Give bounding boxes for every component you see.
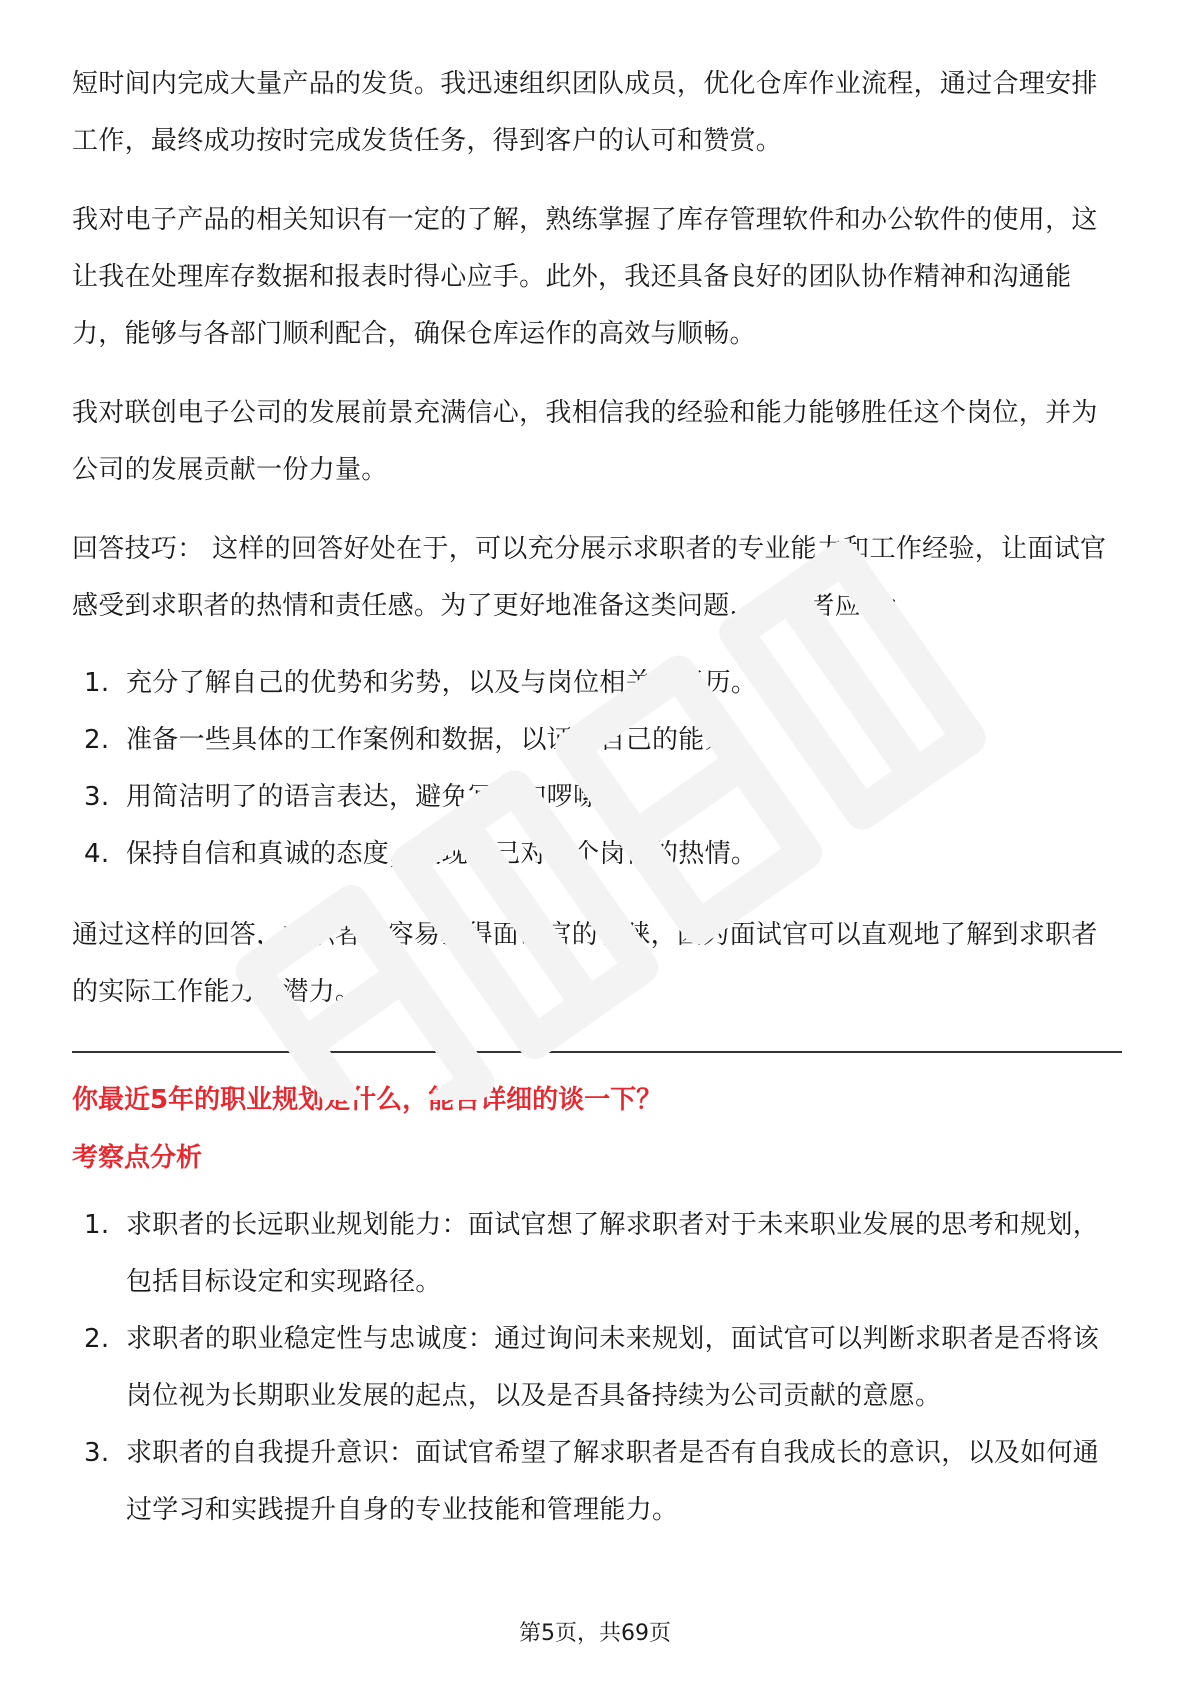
list-item-number: 2. xyxy=(84,1324,110,1354)
list-item xyxy=(72,1197,1122,1311)
list-item-text: 准备一些具体的工作案例和数据，以证明自己的能力。 xyxy=(126,725,758,755)
list-item-text: 保持自信和真诚的态度，展现自己对这个岗位的热情。 xyxy=(126,839,758,869)
tips-list xyxy=(72,655,1122,883)
question-heading: 你最近5年的职业规划是什么，能否详细的谈一下？ xyxy=(72,1085,663,1115)
list-item-number: 3. xyxy=(84,782,110,812)
section-divider xyxy=(72,1051,1122,1053)
analysis-list xyxy=(72,1197,1122,1539)
list-item-text: 用简洁明了的语言表达，避免冗长和啰嗦。 xyxy=(126,782,626,812)
paragraph-skills: 我对电子产品的相关知识有一定的了解，熟练掌握了库存管理软件和办公软件的使用，这让我在处理库存数据和报表时得心应手。此外，我还具备良好的团队协作精神和沟通能力，能够与各部门顺利配合，确保仓库运作的高效与顺畅。 xyxy=(72,205,1098,349)
paragraph-confidence: 我对联创电子公司的发展前景充满信心，我相信我的经验和能力能够胜任这个岗位，并为公司的发展贡献一份力量。 xyxy=(72,398,1098,485)
list-item-number: 2. xyxy=(84,725,110,755)
list-item-number: 1. xyxy=(84,668,110,698)
document-page xyxy=(72,56,1122,1563)
paragraph-shipping: 短时间内完成大量产品的发货。我迅速组织团队成员，优化仓库作业流程，通过合理安排工作，最终成功按时完成发货任务，得到客户的认可和赞赏。 xyxy=(72,69,1098,156)
list-item xyxy=(72,1425,1122,1539)
list-item xyxy=(72,769,1122,826)
list-item-text: 充分了解自己的优势和劣势，以及与岗位相关的经历。 xyxy=(126,668,758,698)
paragraph-answer-tips: 回答技巧： 这样的回答好处在于，可以充分展示求职者的专业能力和工作经验，让面试官感受到求职者的热情和责任感。为了更好地准备这类问题，求职者应该： xyxy=(72,534,1107,621)
analysis-heading: 考察点分析 xyxy=(72,1143,203,1173)
list-item xyxy=(72,712,1122,769)
list-item xyxy=(72,1311,1122,1425)
list-item-text: 求职者的职业稳定性与忠诚度：通过询问未来规划，面试官可以判断求职者是否将该岗位视为长期职业发展的起点，以及是否具备持续为公司贡献的意愿。 xyxy=(126,1324,1100,1411)
list-item xyxy=(72,826,1122,883)
list-item xyxy=(72,655,1122,712)
paragraph-closing: 通过这样的回答，求职者更容易获得面试官的青睐，因为面试官可以直观地了解到求职者的实际工作能力和潜力。 xyxy=(72,920,1098,1007)
list-item-number: 3. xyxy=(84,1438,110,1468)
list-item-number: 4. xyxy=(84,839,110,869)
list-item-number: 1. xyxy=(84,1210,110,1240)
list-item-text: 求职者的长远职业规划能力：面试官想了解求职者对于未来职业发展的思考和规划，包括目标设定和实现路径。 xyxy=(126,1210,1100,1297)
page-footer: 第5页，共69页 xyxy=(519,1621,671,1646)
list-item-text: 求职者的自我提升意识：面试官希望了解求职者是否有自我成长的意识，以及如何通过学习和实践提升自身的专业技能和管理能力。 xyxy=(126,1438,1100,1525)
